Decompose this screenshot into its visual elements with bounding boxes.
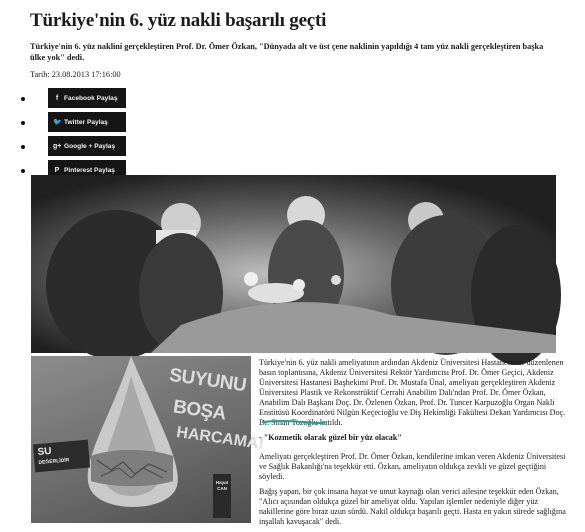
facebook-share-button[interactable]: [48, 88, 126, 108]
share-list: [34, 88, 134, 184]
article-subheading: - "Kozmetik olarak güzel bir yüz olacak": [259, 433, 402, 442]
twitter-icon: 🐦: [53, 119, 62, 126]
article-paragraph: Türkiye'nin 6. yüz nakli ameliyatının ardından Akdeniz Üniversitesi Hastanesinde düzenlenen basın toplantısına, Akdeniz Üniversitesi Rektör Yardımcısı Prof. Dr. Ömer Geçici, Akdeniz Üniversitesi Hastanesi Başhekimi Prof. Dr. Mustafa Ünal, ameliyatı gerçekleştiren Akdeniz Üniversitesi Plastik ve Rekonstrüktif Cerrahi Anabilim Dalı'ndan Prof. Dr. Ömer Özkan, Anabilim Dalı Başkanı Doç. Dr. Özlenen Özkan, Prof. Dr. Tuncer Karpuzoğlu Organ Nakli Enstitüsü Koordinatörü Nilgün Keçecioğlu ve Diş Hekimliği Fakültesi Dekan Yardımcısı Doç. Dr. Sinan Tozoğlu katıldı.: [259, 358, 566, 427]
ad-badge-small: DEĞERLİDİR: [38, 457, 70, 467]
article-lead: Türkiye'nin 6. yüz naklini gerçekleştiren Prof. Dr. Ömer Özkan, "Dünyada alt ve üst çene naklinin yapıldığı 4 tam yüz nakli gerçekleştiren başka ülke yok" dedi.: [30, 42, 544, 62]
article-body: [259, 358, 573, 532]
ad-badge-main: SU: [37, 445, 52, 459]
share-item-google-plus: [34, 136, 134, 156]
highlight-underline: [262, 420, 325, 424]
google-plus-share-label: Google + Paylaş: [64, 142, 116, 150]
article-paragraph: Bağış yapan, bir çok insana hayat ve umut kaynağı olan verici ailesine teşekkür eden Özkan, "Alıcı açısından oldukça güzel bir ameliyat oldu. Yapılan işlemler nedeniyle diğer yüz nakillerine göre biraz uzun sürdü. Nakil oldukça başarılı geçti. Hasta en yakın sürede sağlığına inşallah kavuşacak" dedi.: [259, 487, 566, 526]
water-ad-banner[interactable]: [31, 356, 265, 523]
article-title: Türkiye'nin 6. yüz nakli başarılı geçti: [30, 10, 327, 31]
pinterest-share-label: Pinterest Paylaş: [64, 166, 115, 174]
google-plus-icon: g+: [53, 142, 62, 150]
twitter-share-label: Twitter Paylaş: [64, 118, 108, 126]
facebook-share-label: Facebook Paylaş: [64, 94, 118, 102]
surgery-photo: [31, 175, 556, 353]
ad-badge: [33, 440, 90, 473]
twitter-share-button[interactable]: [48, 112, 126, 132]
share-item-twitter: [34, 112, 134, 132]
ad-headline-line2: BOŞA: [171, 396, 228, 425]
pinterest-icon: P: [54, 166, 60, 174]
ad-headline-line1: SUYUNU: [167, 364, 248, 397]
article-paragraph: Ameliyatı gerçekleştiren Prof. Dr. Ömer Özkan, kendilerine imkan veren Akdeniz Üniversitesi ve Sağlık Bakanlığı'na teşekkür etti. Özkan, ameliyatın oldukça zevkli ve güzel geçtiğini söyledi.: [259, 452, 566, 481]
share-item-facebook: [34, 88, 134, 108]
ad-brand-logo: Hayat CAN: [213, 474, 231, 518]
facebook-icon: f: [55, 94, 59, 102]
google-plus-share-button[interactable]: [48, 136, 126, 156]
ad-headline-line3: HARCAMA!: [175, 423, 265, 454]
article-date: Tarih: 23.08.2013 17:16:00: [30, 70, 121, 79]
